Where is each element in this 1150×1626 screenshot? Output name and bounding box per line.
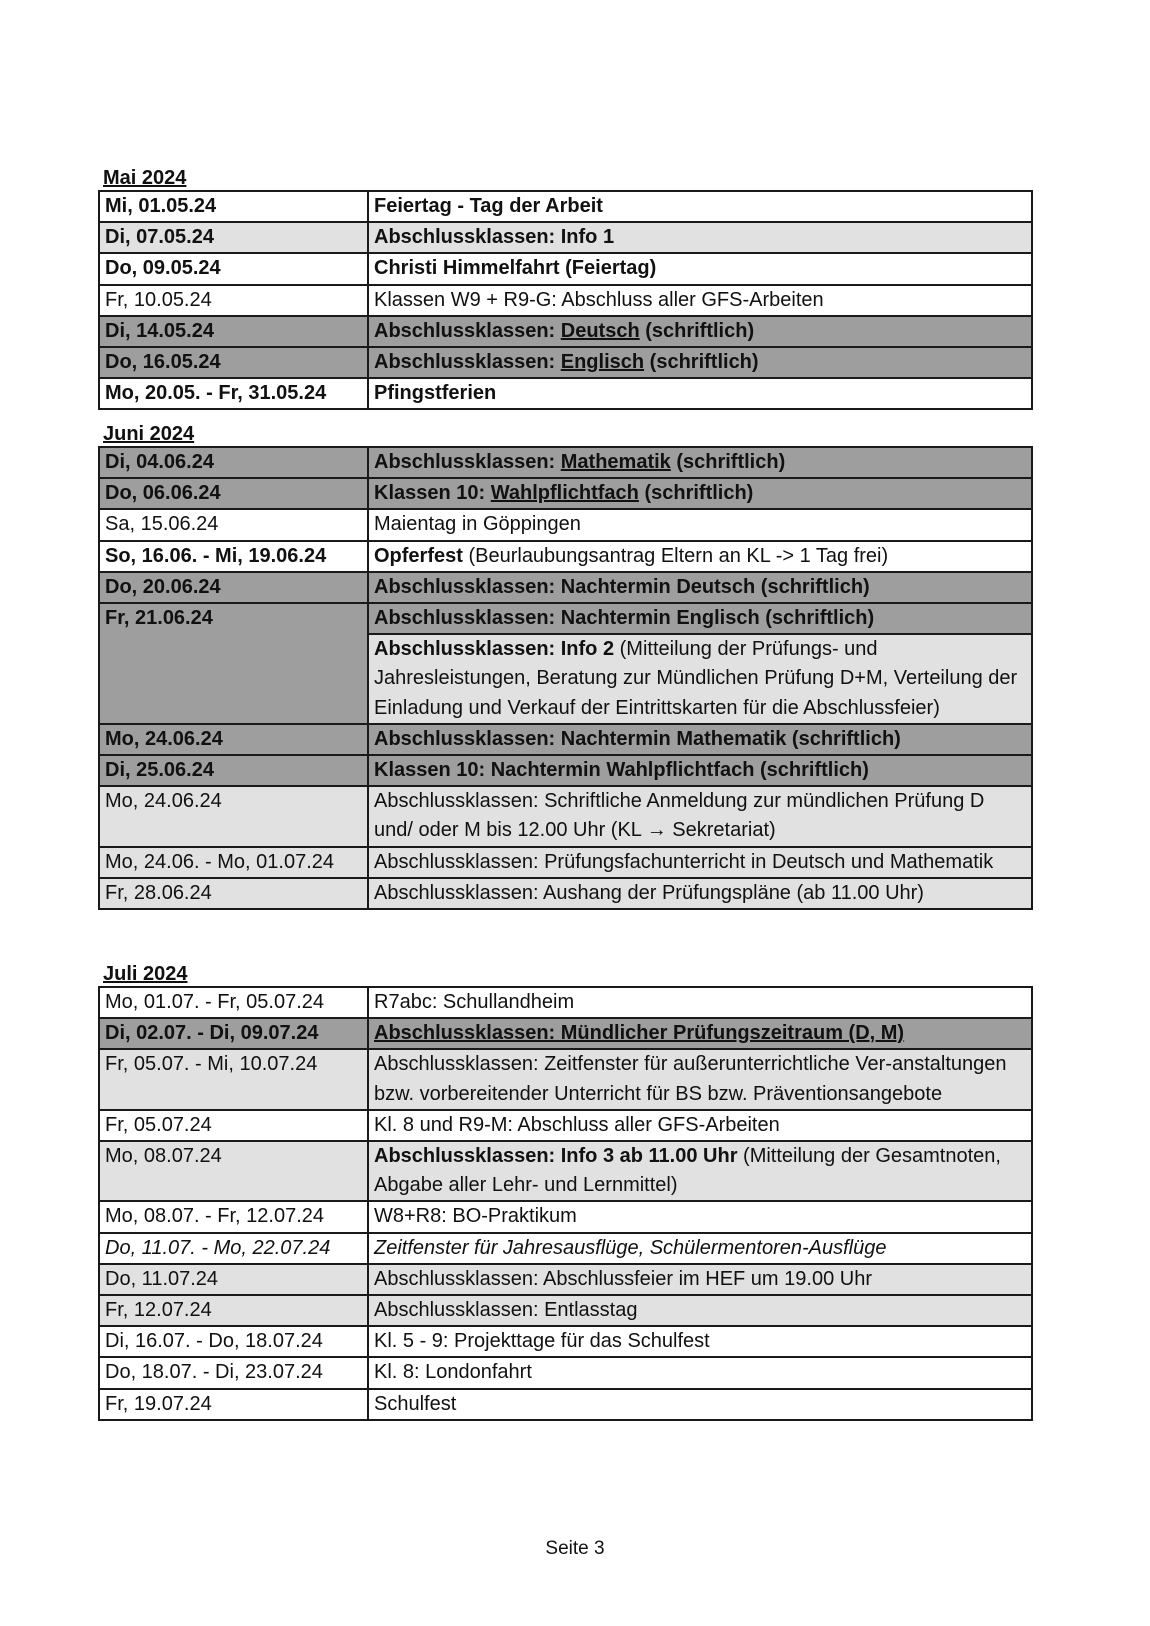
event-cell: Abschlussklassen: Info 2 (Mitteilung der Prüfungs- und Jahresleistungen, Beratung zur Mündlichen Prüfung D+M, Verteilung der Einladung und Verkauf der Eintrittskarten für die Abschlussfeier) xyxy=(368,634,1032,724)
date-cell: Mo, 24.06.24 xyxy=(99,786,368,846)
date-cell: Fr, 05.07.24 xyxy=(99,1110,368,1141)
date-cell: Do, 20.06.24 xyxy=(99,572,368,603)
event-cell: Abschlussklassen: Schriftliche Anmeldung zur mündlichen Prüfung D und/ oder M bis 12.00 Uhr (KL → Sekretariat) xyxy=(368,786,1032,846)
table-row xyxy=(99,603,1032,634)
event-cell: Abschlussklassen: Mathematik (schriftlich) xyxy=(368,447,1032,478)
table-row xyxy=(99,1201,1032,1232)
page-number: Seite 3 xyxy=(545,1538,605,1559)
date-cell: Di, 16.07. - Do, 18.07.24 xyxy=(99,1326,368,1357)
table-row xyxy=(99,1295,1032,1326)
date-cell: Fr, 10.05.24 xyxy=(99,285,368,316)
date-cell: Fr, 28.06.24 xyxy=(99,878,368,909)
event-cell: Abschlussklassen: Prüfungsfachunterricht in Deutsch und Mathematik xyxy=(368,847,1032,878)
date-cell: Mo, 24.06. - Mo, 01.07.24 xyxy=(99,847,368,878)
event-cell: Schulfest xyxy=(368,1389,1032,1420)
date-cell: Do, 06.06.24 xyxy=(99,478,368,509)
event-cell: Abschlussklassen: Englisch (schriftlich) xyxy=(368,347,1032,378)
month-title: Juli 2024 xyxy=(103,963,188,985)
table-row xyxy=(99,878,1032,909)
table-row xyxy=(99,378,1032,409)
event-cell: Maientag in Göppingen xyxy=(368,509,1032,540)
schedule-table-july xyxy=(98,986,1033,1421)
table-row xyxy=(99,447,1032,478)
event-cell: Opferfest (Beurlaubungsantrag Eltern an KL -> 1 Tag frei) xyxy=(368,541,1032,572)
table-row xyxy=(99,755,1032,786)
table-row xyxy=(99,1233,1032,1264)
table-row xyxy=(99,847,1032,878)
date-cell: Do, 11.07.24 xyxy=(99,1264,368,1295)
table-row xyxy=(99,1357,1032,1388)
table-row xyxy=(99,191,1032,222)
subject-name: Wahlpflichtfach xyxy=(490,482,639,505)
table-row xyxy=(99,285,1032,316)
table-row xyxy=(99,316,1032,347)
event-cell: Christi Himmelfahrt (Feiertag) xyxy=(368,253,1032,284)
date-cell: Di, 07.05.24 xyxy=(99,222,368,253)
date-cell: Fr, 05.07. - Mi, 10.07.24 xyxy=(99,1049,368,1109)
table-row xyxy=(99,724,1032,755)
event-cell: Pfingstferien xyxy=(368,378,1032,409)
subject-name: Mathematik xyxy=(560,451,671,473)
schedule-table-may xyxy=(98,190,1033,410)
event-cell: Klassen W9 + R9-G: Abschluss aller GFS-Arbeiten xyxy=(368,285,1032,316)
event-cell: Abschlussklassen: Mündlicher Prüfungszeitraum (D, M) xyxy=(368,1018,1032,1049)
event-cell: Feiertag - Tag der Arbeit xyxy=(368,191,1032,222)
month-title: Mai 2024 xyxy=(103,167,187,189)
event-cell: W8+R8: BO-Praktikum xyxy=(368,1201,1032,1232)
date-cell: Fr, 12.07.24 xyxy=(99,1295,368,1326)
date-cell: Di, 25.06.24 xyxy=(99,755,368,786)
date-cell: Mi, 01.05.24 xyxy=(99,191,368,222)
table-row xyxy=(99,987,1032,1018)
section-may xyxy=(98,166,1031,410)
event-cell: Abschlussklassen: Abschlussfeier im HEF um 19.00 Uhr xyxy=(368,1264,1032,1295)
table-row xyxy=(99,1110,1032,1141)
event-cell: Kl. 5 - 9: Projekttage für das Schulfest xyxy=(368,1326,1032,1357)
event-cell: Abschlussklassen: Deutsch (schriftlich) xyxy=(368,316,1032,347)
date-cell: Mo, 01.07. - Fr, 05.07.24 xyxy=(99,987,368,1018)
date-cell: Di, 02.07. - Di, 09.07.24 xyxy=(99,1018,368,1049)
event-cell: Abschlussklassen: Nachtermin Deutsch (schriftlich) xyxy=(368,572,1032,603)
event-cell: Klassen 10: Nachtermin Wahlpflichtfach (schriftlich) xyxy=(368,755,1032,786)
date-cell: Fr, 21.06.24 xyxy=(99,603,368,724)
date-cell: Do, 11.07. - Mo, 22.07.24 xyxy=(99,1233,368,1264)
date-cell: Di, 04.06.24 xyxy=(99,447,368,478)
table-row xyxy=(99,1018,1032,1049)
table-row xyxy=(99,541,1032,572)
table-row xyxy=(99,1049,1032,1109)
date-cell: Do, 18.07. - Di, 23.07.24 xyxy=(99,1357,368,1388)
event-cell: R7abc: Schullandheim xyxy=(368,987,1032,1018)
table-row xyxy=(99,222,1032,253)
event-cell: Abschlussklassen: Info 3 ab 11.00 Uhr (Mitteilung der Gesamtnoten, Abgabe aller Lehr- und Lernmittel) xyxy=(368,1141,1032,1201)
date-cell: Sa, 15.06.24 xyxy=(99,509,368,540)
table-row xyxy=(99,1264,1032,1295)
section-june xyxy=(98,422,1031,910)
table-row xyxy=(99,347,1032,378)
table-row xyxy=(99,509,1032,540)
table-row xyxy=(99,253,1032,284)
table-row xyxy=(99,1389,1032,1420)
event-cell: Zeitfenster für Jahresausflüge, Schülermentoren-Ausflüge xyxy=(368,1233,1032,1264)
subject-name: Englisch xyxy=(560,351,645,374)
table-row xyxy=(99,1141,1032,1201)
event-cell: Kl. 8: Londonfahrt xyxy=(368,1357,1032,1388)
schedule-table-june xyxy=(98,446,1033,910)
date-cell: Mo, 20.05. - Fr, 31.05.24 xyxy=(99,378,368,409)
date-cell: So, 16.06. - Mi, 19.06.24 xyxy=(99,541,368,572)
subject-name: Deutsch xyxy=(560,319,640,342)
date-cell: Di, 14.05.24 xyxy=(99,316,368,347)
table-row xyxy=(99,478,1032,509)
table-row xyxy=(99,786,1032,846)
event-cell: Abschlussklassen: Nachtermin Englisch (schriftlich) xyxy=(368,603,1032,634)
date-cell: Fr, 19.07.24 xyxy=(99,1389,368,1420)
event-cell: Abschlussklassen: Info 1 xyxy=(368,222,1032,253)
event-cell: Kl. 8 und R9-M: Abschluss aller GFS-Arbeiten xyxy=(368,1110,1032,1141)
date-cell: Mo, 08.07.24 xyxy=(99,1141,368,1201)
event-cell: Abschlussklassen: Entlasstag xyxy=(368,1295,1032,1326)
event-cell: Klassen 10: Wahlpflichtfach (schriftlich) xyxy=(368,478,1032,509)
date-cell: Do, 09.05.24 xyxy=(99,253,368,284)
date-cell: Mo, 08.07. - Fr, 12.07.24 xyxy=(99,1201,368,1232)
table-row xyxy=(99,1326,1032,1357)
table-row xyxy=(99,572,1032,603)
event-cell: Abschlussklassen: Zeitfenster für außerunterrichtliche Ver-anstaltungen bzw. vorbereitender Unterricht für BS bzw. Präventionsangebote xyxy=(368,1049,1032,1109)
date-cell: Mo, 24.06.24 xyxy=(99,724,368,755)
date-cell: Do, 16.05.24 xyxy=(99,347,368,378)
section-july xyxy=(98,962,1031,1421)
event-cell: Abschlussklassen: Aushang der Prüfungspläne (ab 11.00 Uhr) xyxy=(368,878,1032,909)
event-cell: Abschlussklassen: Nachtermin Mathematik (schriftlich) xyxy=(368,724,1032,755)
month-title: Juni 2024 xyxy=(103,423,195,445)
